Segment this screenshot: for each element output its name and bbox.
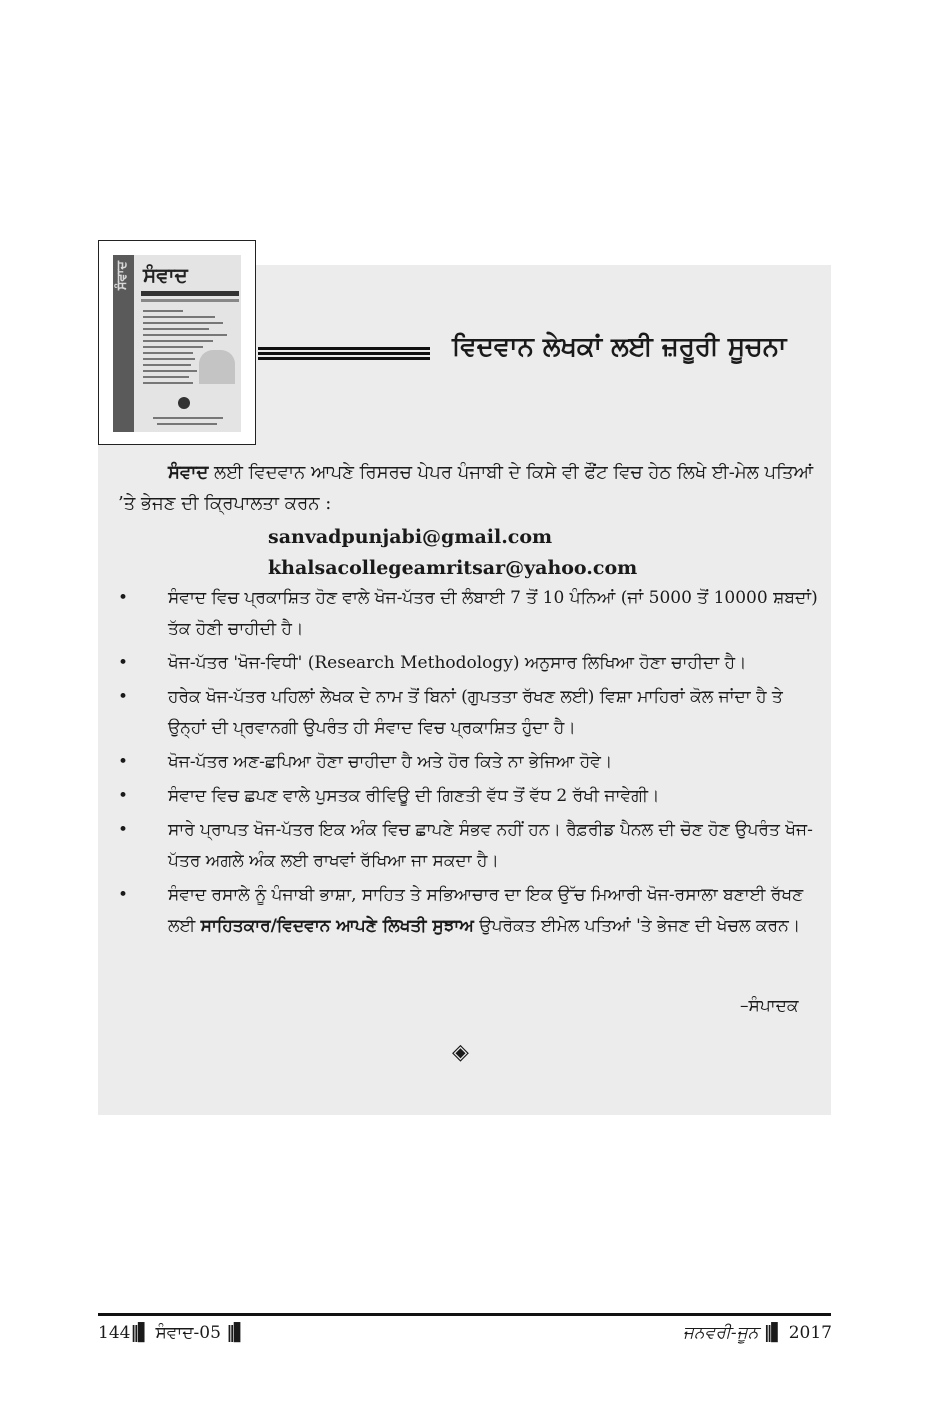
guideline-text: ਖੋਜ-ਪੱਤਰ 'ਖੋਜ-ਵਿਧੀ' (Research Methodology) ਅਨੁਸਾਰ ਲਿਖਿਆ ਹੋਣਾ ਚਾਹੀਦਾ ਹੈ। [168, 653, 747, 673]
guidelines-list [118, 583, 818, 945]
cover-band [141, 291, 239, 296]
editor-signoff: –ਸੰਪਾਦਕ [740, 996, 799, 1016]
heading-rule [258, 347, 430, 350]
cover-emblem [178, 397, 190, 409]
guideline-item [118, 583, 818, 645]
guideline-item [118, 815, 818, 877]
intro-journal-name: ਸੰਵਾਦ [168, 462, 209, 483]
intro-paragraph [118, 457, 818, 519]
bullet-marker: • [118, 885, 129, 905]
cover-text-line [143, 316, 215, 318]
cover-text-line [153, 417, 223, 419]
issue-period: ਜਨਵਰੀ-ਜੂਨ [682, 1323, 759, 1343]
cover-text-line [143, 364, 191, 366]
separator-bars-icon: ‖▌ [130, 1323, 151, 1343]
guideline-text: ਸੰਵਾਦ ਵਿਚ ਪ੍ਰਕਾਸ਼ਿਤ ਹੋਣ ਵਾਲੇ ਖੋਜ-ਪੱਤਰ ਦੀ ਲੰਬਾਈ 7 ਤੋਂ 10 ਪੰਨਿਆਂ (ਜਾਂ 5000 ਤੋਂ 10000 ਸ਼ਬਦਾਂ) ਤੱਕ ਹੋਣੀ ਚਾਹੀਦੀ ਹੈ। [168, 588, 818, 639]
guideline-item [118, 648, 818, 679]
cover-spine-text: ਸੰਵਾਦ [115, 261, 130, 291]
guideline-text: ਸੰਵਾਦ ਵਿਚ ਛਪਣ ਵਾਲੇ ਪੁਸਤਕ ਰੀਵਿਊ ਦੀ ਗਿਣਤੀ ਵੱਧ ਤੋਂ ਵੱਧ 2 ਰੱਖੀ ਜਾਵੇਗੀ। [168, 786, 660, 806]
guideline-text-before: ਸੰਵਾਦ ਰਸਾਲੇ ਨੂੰ ਪੰਜਾਬੀ ਭਾਸ਼ਾ, ਸਾਹਿਤ ਤੇ ਸਭਿਆਚਾਰ ਦਾ ਇਕ ਉੱਚ ਮਿਆਰੀ ਖੋਜ-ਰਸਾਲਾ ਬਣਾਈ ਰੱਖਣ ਲਈ [168, 885, 804, 936]
bullet-marker: • [118, 687, 129, 707]
intro-text: ਲਈ ਵਿਦਵਾਨ ਆਪਣੇ ਰਿਸਰਚ ਪੇਪਰ ਪੰਜਾਬੀ ਦੇ ਕਿਸੇ ਵੀ ਫੌਂਟ ਵਿਚ ਹੇਠ ਲਿਖੇ ਈ-ਮੇਲ ਪਤਿਆਂ ’ਤੇ ਭੇਜਣ ਦੀ ਕ੍ਰਿਪਾਲਤਾ ਕਰਨ : [118, 462, 814, 514]
cover-text-line [143, 352, 193, 354]
guideline-text: ਸਾਰੇ ਪ੍ਰਾਪਤ ਖੋਜ-ਪੱਤਰ ਇਕ ਅੰਕ ਵਿਚ ਛਾਪਣੇ ਸੰਭਵ ਨਹੀਂ ਹਨ। ਰੈਫ਼ਰੀਡ ਪੈਨਲ ਦੀ ਚੋਣ ਹੋਣ ਉਪਰੰਤ ਖੋਜ-ਪੱਤਰ ਅਗਲੇ ਅੰਕ ਲਈ ਰਾਖਵਾਂ ਰੱਖਿਆ ਜਾ ਸਕਦਾ ਹੈ। [168, 820, 813, 871]
cover-text-line [143, 322, 223, 324]
cover-text-line [143, 370, 197, 372]
heading-rule [258, 357, 430, 360]
guideline-text-emphasis: ਸਾਹਿਤਕਾਰ/ਵਿਦਵਾਨ ਆਪਣੇ ਲਿਖਤੀ ਸੁਝਾਅ [200, 916, 474, 936]
email-address: sanvadpunjabi@gmail.com [268, 526, 553, 548]
cover-band-secondary [141, 299, 239, 302]
cover-text-line [143, 310, 183, 312]
cover-text-line [143, 358, 195, 360]
cover-text-line [143, 376, 189, 378]
cover-text-line [143, 328, 209, 330]
footer-rule [98, 1313, 831, 1316]
bullet-marker: • [118, 653, 129, 673]
journal-issue: ਸੰਵਾਦ-05 [155, 1323, 221, 1343]
bullet-marker: • [118, 820, 129, 840]
guideline-text-after: ਉਪਰੋਕਤ ਈਮੇਲ ਪਤਿਆਂ 'ਤੇ ਭੇਜਣ ਦੀ ਖੇਚਲ ਕਰਨ। [473, 916, 801, 936]
cover-building-photo [199, 350, 235, 384]
issue-year: 2017 [788, 1323, 832, 1343]
bullet-marker: • [118, 752, 129, 772]
page-number: 144 [98, 1323, 131, 1343]
ornament-diamond-icon: ◈ [452, 1040, 469, 1065]
cover-text-line [143, 334, 227, 336]
heading-rule [258, 352, 430, 355]
guideline-item [118, 682, 818, 744]
footer-right [683, 1323, 832, 1343]
separator-bars-icon: ‖▌ [763, 1323, 784, 1343]
cover-text-line [157, 423, 217, 425]
page-heading: ਵਿਦਵਾਨ ਲੇਖਕਾਂ ਲਈ ਜ਼ਰੂਰੀ ਸੂਚਨਾ [452, 332, 787, 362]
journal-cover-image [98, 240, 256, 445]
email-address: khalsacollegeamritsar@yahoo.com [268, 557, 638, 579]
guideline-item [118, 747, 818, 778]
cover-text-line [143, 340, 213, 342]
guideline-text: ਹਰੇਕ ਖੋਜ-ਪੱਤਰ ਪਹਿਲਾਂ ਲੇਖਕ ਦੇ ਨਾਮ ਤੋਂ ਬਿਨਾਂ (ਗੁਪਤਤਾ ਰੱਖਣ ਲਈ) ਵਿਸ਼ਾ ਮਾਹਿਰਾਂ ਕੋਲ ਜਾਂਦਾ ਹੈ ਤੇ ਉਨ੍ਹਾਂ ਦੀ ਪ੍ਰਵਾਨਗੀ ਉਪਰੰਤ ਹੀ ਸੰਵਾਦ ਵਿਚ ਪ੍ਰਕਾਸ਼ਿਤ ਹੁੰਦਾ ਹੈ। [168, 687, 783, 738]
footer-left [98, 1323, 246, 1343]
cover-text-line [143, 346, 203, 348]
bullet-marker: • [118, 588, 129, 608]
separator-bars-icon: ‖▌ [226, 1323, 246, 1343]
email-list [268, 522, 637, 584]
guideline-item [118, 781, 818, 812]
cover-art [113, 255, 241, 432]
guideline-text: ਖੋਜ-ਪੱਤਰ ਅਣ-ਛਪਿਆ ਹੋਣਾ ਚਾਹੀਦਾ ਹੈ ਅਤੇ ਹੋਰ ਕਿਤੇ ਨਾ ਭੇਜਿਆ ਹੋਵੇ। [168, 752, 613, 772]
guideline-item [118, 880, 818, 942]
bullet-marker: • [118, 786, 129, 806]
cover-spine [113, 255, 134, 432]
cover-title: ਸੰਵਾਦ [143, 263, 188, 287]
cover-text-line [143, 382, 193, 384]
